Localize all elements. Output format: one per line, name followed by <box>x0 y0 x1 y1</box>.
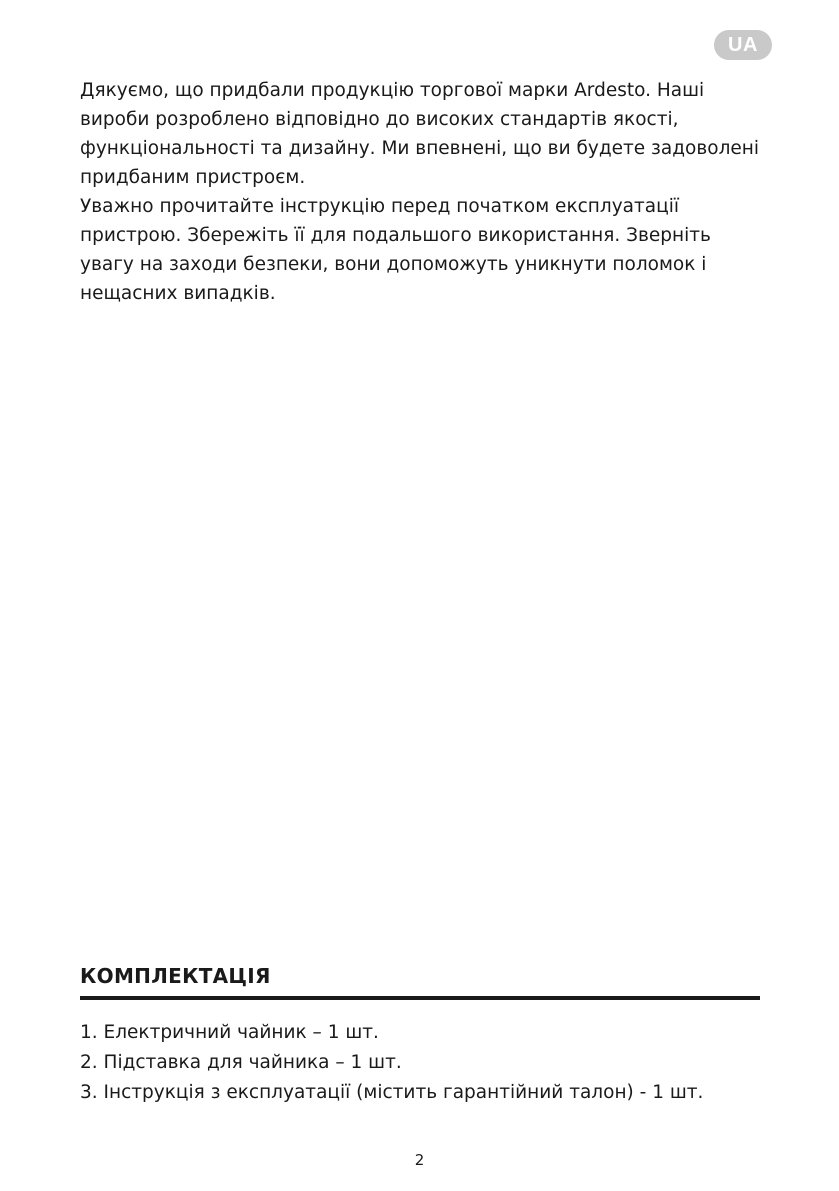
section-title-contents: КОМПЛЕКТАЦІЯ <box>80 964 271 988</box>
intro-paragraph-thanks: Дякуємо, що придбали продукцію торгової марки Ardesto. Наші вироби розроблено відповідно до високих стандартів якості, функціональності та дизайну. Ми впевнені, що ви будете задоволені придбаним пристроєм. <box>80 80 760 188</box>
list-item: 3. Інструкція з експлуатації (містить гарантійний талон) - 1 шт. <box>80 1082 704 1103</box>
intro-paragraph-instructions: Уважно прочитайте інструкцію перед початком експлуатації пристрою. Збережіть її для подальшого використання. Зверніть увагу на заходи безпеки, вони допоможуть уникнути поломок і нещасних випадків. <box>80 196 711 304</box>
contents-list <box>80 1018 703 1108</box>
page-number: 2 <box>414 1151 425 1169</box>
intro-text <box>80 76 770 308</box>
list-item: 1. Електричний чайник – 1 шт. <box>80 1022 379 1043</box>
language-badge: UA <box>714 30 772 60</box>
section-divider <box>80 996 760 1000</box>
list-item: 2. Підставка для чайника – 1 шт. <box>80 1052 402 1073</box>
